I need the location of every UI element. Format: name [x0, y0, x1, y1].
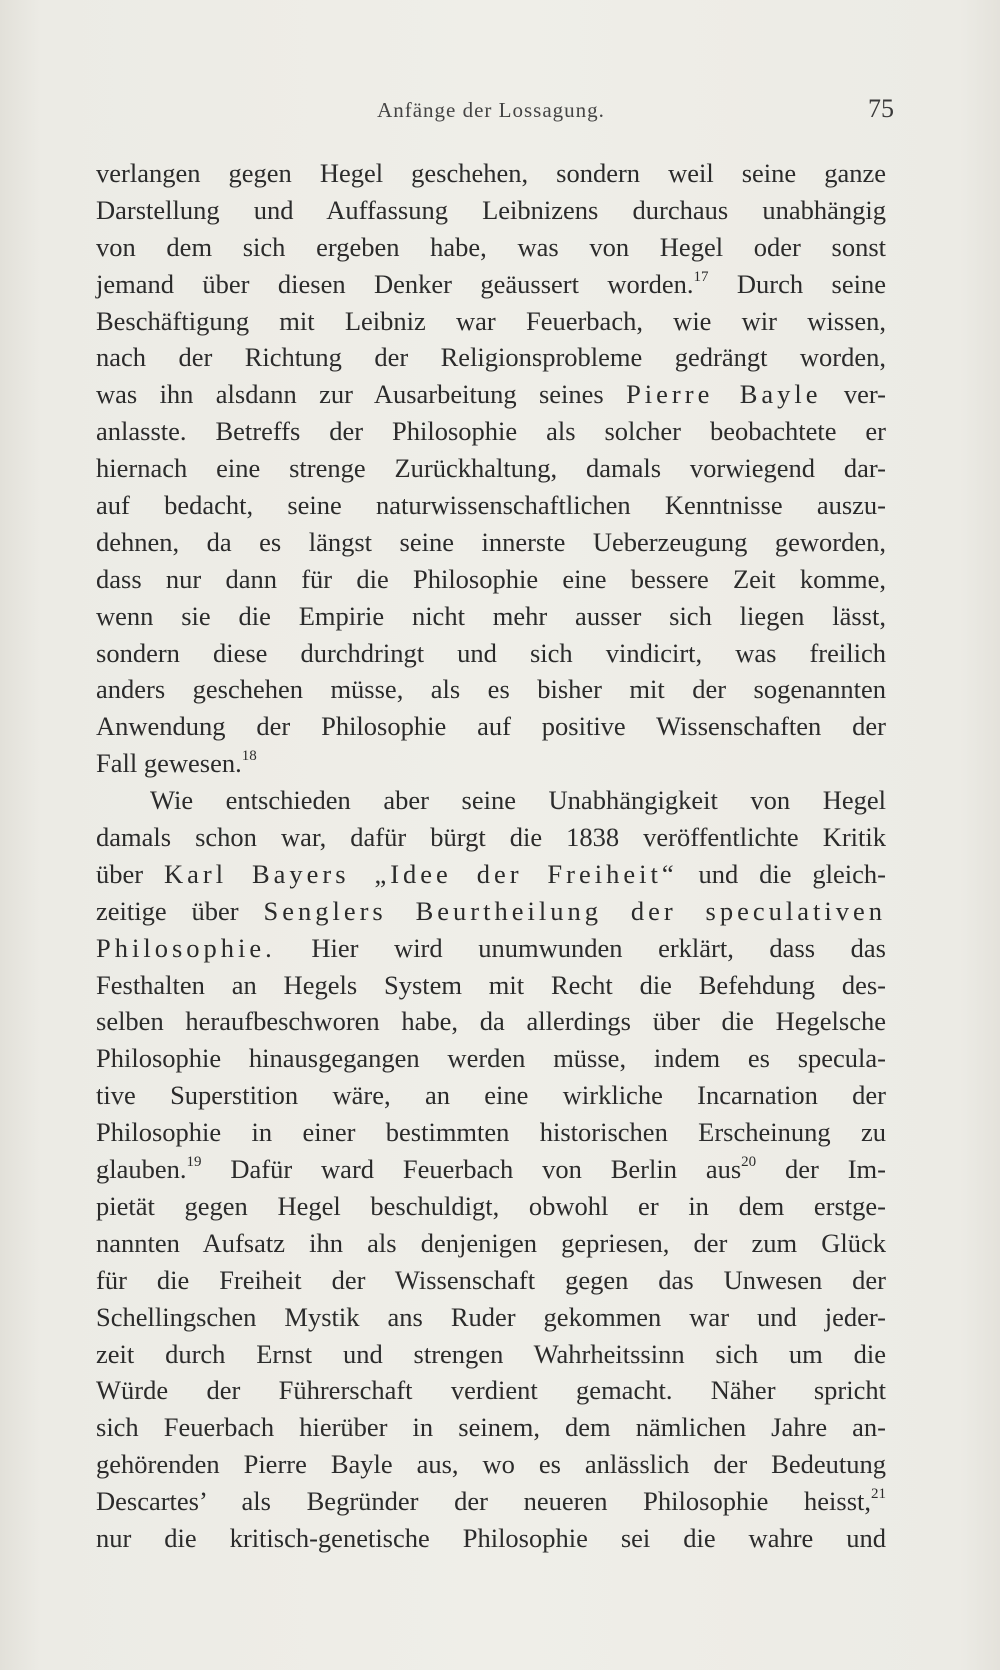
text-span: anders geschehen müsse, als es bisher mit der sogenannten — [96, 674, 886, 705]
text-span: pietät gegen Hegel beschuldigt, obwohl er in dem erstge- — [96, 1190, 886, 1221]
text-line — [96, 782, 886, 819]
text-span: Descartes’ als Begründer der neueren Philosophie heisst, — [96, 1486, 871, 1517]
footnote-ref: 18 — [241, 748, 257, 765]
text-line — [96, 856, 886, 893]
text-line — [96, 155, 886, 192]
body-text — [96, 155, 886, 1557]
text-span: zeitige über — [96, 895, 264, 926]
text-span: Anwendung der Philosophie auf positive Wissenschaften der — [96, 711, 886, 742]
text-span: Festhalten an Hegels System mit Recht die Befehdung des- — [96, 969, 886, 1000]
text-line — [96, 413, 886, 450]
text-span: für die Freiheit der Wissenschaft gegen das Unwesen der — [96, 1264, 886, 1295]
text-line — [96, 376, 886, 413]
text-line — [96, 339, 886, 376]
text-span: hiernach eine strenge Zurückhaltung, damals vorwiegend dar- — [96, 453, 886, 484]
text-span: ver- — [821, 379, 886, 410]
text-line — [96, 708, 886, 745]
text-span: der Im- — [756, 1154, 886, 1185]
text-line — [96, 1188, 886, 1225]
text-span: wenn sie die Empirie nicht mehr ausser sich liegen lässt, — [96, 600, 886, 631]
text-span: Philosophie. — [96, 932, 276, 963]
text-span: Beschäftigung mit Leibniz war Feuerbach, wie wir wissen, — [96, 305, 886, 336]
text-span: damals schon war, dafür bürgt die 1838 veröffentlichte Kritik — [96, 822, 886, 853]
text-line — [96, 598, 886, 635]
text-span: Wie entschieden aber seine Unabhängigkeit von Hegel — [150, 785, 886, 816]
text-line — [96, 524, 886, 561]
text-line — [96, 745, 886, 782]
text-span: selben heraufbeschworen habe, da allerdings über die Hegelsche — [96, 1006, 886, 1037]
footnote-ref: 21 — [871, 1486, 886, 1503]
text-span: nur die kritisch-genetische Philosophie sei die wahre und — [96, 1522, 886, 1553]
text-span: Schellingschen Mystik ans Ruder gekommen war und jeder- — [96, 1301, 886, 1332]
text-line — [96, 1483, 886, 1520]
page-number: 75 — [868, 94, 894, 123]
text-line — [96, 1336, 886, 1373]
text-span: dass nur dann für die Philosophie eine bessere Zeit komme, — [96, 563, 886, 594]
text-span: gehörenden Pierre Bayle aus, wo es anlässlich der Bedeutung — [96, 1449, 886, 1480]
text-line — [96, 1262, 886, 1299]
text-line — [96, 1040, 886, 1077]
text-line — [96, 266, 886, 303]
text-line — [96, 635, 886, 672]
running-title: Anfänge der Lossagung. — [377, 98, 605, 122]
text-line — [96, 229, 886, 266]
text-span: Karl Bayers „Idee der Freiheit“ — [163, 858, 678, 889]
text-line — [96, 561, 886, 598]
text-span: was ihn alsdann zur Ausarbeitung seines — [96, 379, 627, 410]
footnote-ref: 19 — [186, 1154, 202, 1171]
text-span: Darstellung und Auffassung Leibnizens durchaus unabhängig — [96, 194, 886, 225]
text-line — [96, 1372, 886, 1409]
text-span: Durch seine — [708, 268, 886, 299]
text-line — [96, 1446, 886, 1483]
text-span: Pierre Bayle — [626, 379, 822, 410]
text-span: nach der Richtung der Religionsprobleme gedrängt worden, — [96, 342, 886, 373]
page-header — [96, 92, 894, 128]
text-line — [96, 1151, 886, 1188]
text-line — [96, 671, 886, 708]
text-span: und die gleich- — [677, 858, 887, 889]
text-line — [96, 192, 886, 229]
text-line — [96, 1114, 886, 1151]
text-line — [96, 1077, 886, 1114]
text-span: sondern diese durchdringt und sich vindicirt, was freilich — [96, 637, 886, 668]
text-span: tive Superstition wäre, an eine wirkliche Incarnation der — [96, 1080, 886, 1111]
text-line — [96, 303, 886, 340]
text-line — [96, 967, 886, 1004]
text-line — [96, 1225, 886, 1262]
text-line — [96, 819, 886, 856]
text-span: auf bedacht, seine naturwissenschaftlichen Kenntnisse auszu- — [96, 490, 886, 521]
footnote-ref: 20 — [741, 1154, 757, 1171]
text-span: sich Feuerbach hierüber in seinem, dem nämlichen Jahre an- — [96, 1412, 886, 1443]
text-span: Dafür ward Feuerbach von Berlin aus — [201, 1154, 742, 1185]
text-span: Senglers Beurtheilung der speculativen — [263, 895, 886, 926]
text-span: anlasste. Betreffs der Philosophie als solcher beobachtete er — [96, 416, 886, 447]
text-line — [96, 1299, 886, 1336]
text-span: Hier wird unumwunden erklärt, dass das — [275, 932, 886, 963]
text-span: verlangen gegen Hegel geschehen, sondern weil seine ganze — [96, 158, 886, 188]
text-line — [96, 1003, 886, 1040]
text-line — [96, 487, 886, 524]
text-line — [96, 1520, 886, 1557]
text-line — [96, 1409, 886, 1446]
text-span: dehnen, da es längst seine innerste Ueberzeugung geworden, — [96, 526, 886, 557]
text-span: Philosophie in einer bestimmten historischen Erscheinung zu — [96, 1117, 886, 1148]
text-span: zeit durch Ernst und strengen Wahrheitssinn sich um die — [96, 1338, 886, 1369]
text-line — [96, 893, 886, 930]
text-span: über — [96, 858, 164, 889]
text-span: von dem sich ergeben habe, was von Hegel oder sonst — [96, 231, 886, 262]
footnote-ref: 17 — [693, 268, 709, 285]
text-span: Fall gewesen. — [96, 748, 242, 779]
text-span: Philosophie hinausgegangen werden müsse, indem es specula- — [96, 1043, 886, 1074]
text-span: glauben. — [96, 1154, 187, 1185]
text-span: Würde der Führerschaft verdient gemacht. Näher spricht — [96, 1375, 886, 1406]
text-line — [96, 930, 886, 967]
text-span: jemand über diesen Denker geäussert worden. — [96, 268, 694, 299]
text-line — [96, 450, 886, 487]
text-span: nannten Aufsatz ihn als denjenigen gepriesen, der zum Glück — [96, 1227, 886, 1258]
